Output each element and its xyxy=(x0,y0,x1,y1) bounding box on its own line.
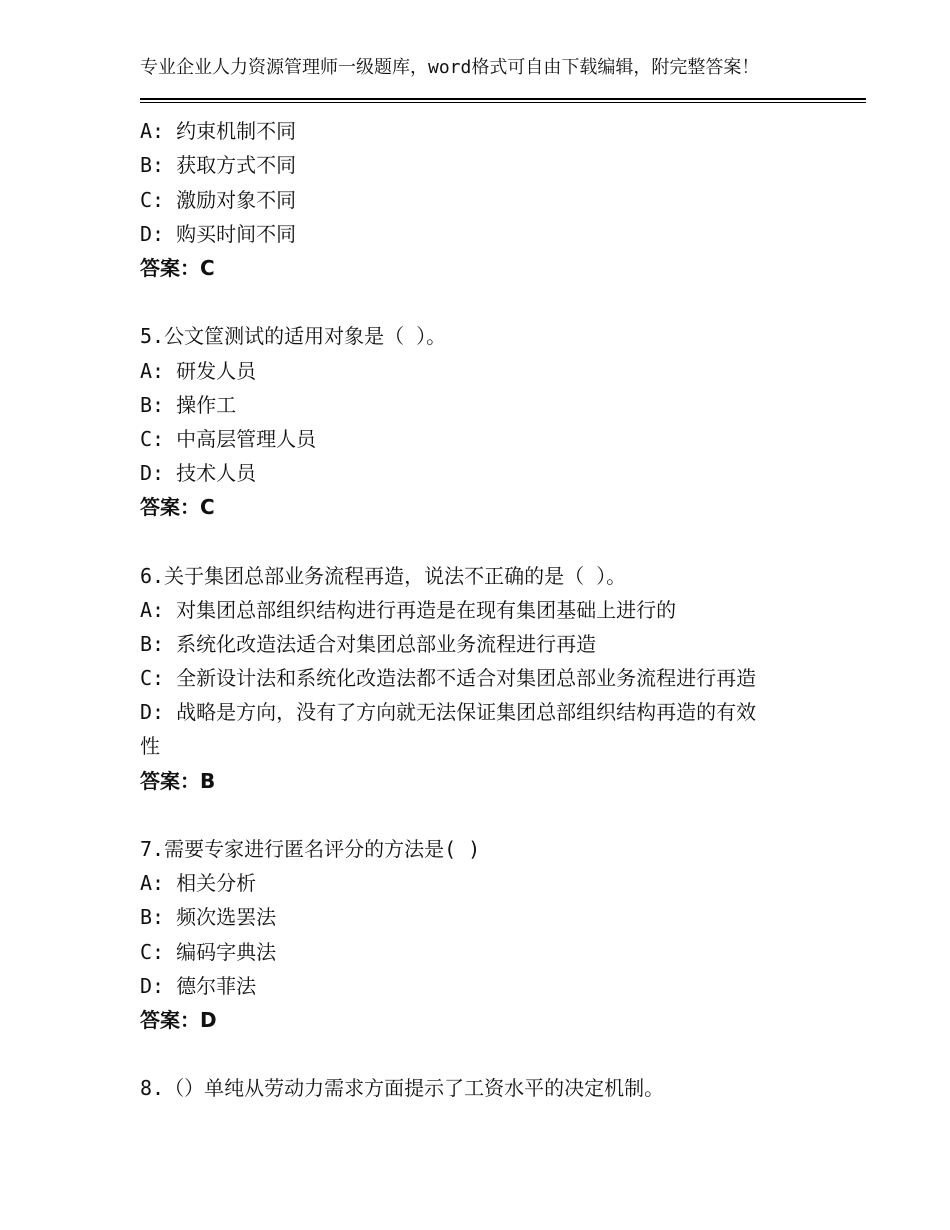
q4-option-b: B: 获取方式不同 xyxy=(140,153,297,177)
q8-stem: 8.（）单纯从劳动力需求方面提示了工资水平的决定机制。 xyxy=(140,1076,665,1100)
q6-answer: 答案：B xyxy=(140,769,216,793)
q5-option-b: B: 操作工 xyxy=(140,393,237,417)
q7-option-a: A: 相关分析 xyxy=(140,871,257,895)
q6-stem: 6.关于集团总部业务流程再造，说法不正确的是（ ）。 xyxy=(140,564,627,588)
q4-option-c: C: 激励对象不同 xyxy=(140,188,297,212)
header-divider-thin xyxy=(140,102,866,103)
q6-option-d-line1: D: 战略是方向，没有了方向就无法保证集团总部组织结构再造的有效 xyxy=(140,700,757,724)
q7-option-d: D: 德尔菲法 xyxy=(140,974,257,998)
header-title: 专业企业人力资源管理师一级题库，word格式可自由下载编辑，附完整答案！ xyxy=(140,57,760,78)
header-divider-thick xyxy=(140,98,866,100)
q6-option-c: C: 全新设计法和系统化改造法都不适合对集团总部业务流程进行再造 xyxy=(140,666,757,690)
q6-option-a: A: 对集团总部组织结构进行再造是在现有集团基础上进行的 xyxy=(140,598,677,622)
q7-option-c: C: 编码字典法 xyxy=(140,940,277,964)
q4-option-a: A: 约束机制不同 xyxy=(140,119,297,143)
q4-answer: 答案：C xyxy=(140,256,215,280)
q5-option-a: A: 研发人员 xyxy=(140,359,257,383)
q5-option-c: C: 中高层管理人员 xyxy=(140,427,317,451)
q7-option-b: B: 频次选罢法 xyxy=(140,905,277,929)
q5-stem: 5.公文筐测试的适用对象是（ ）。 xyxy=(140,324,447,348)
q5-option-d: D: 技术人员 xyxy=(140,461,257,485)
q7-stem: 7.需要专家进行匿名评分的方法是( ) xyxy=(140,837,481,861)
q5-answer: 答案：C xyxy=(140,495,215,519)
q6-option-b: B: 系统化改造法适合对集团总部业务流程进行再造 xyxy=(140,632,597,656)
q6-option-d-line2: 性 xyxy=(140,734,160,758)
q7-answer: 答案：D xyxy=(140,1008,217,1032)
q4-option-d: D: 购买时间不同 xyxy=(140,222,297,246)
